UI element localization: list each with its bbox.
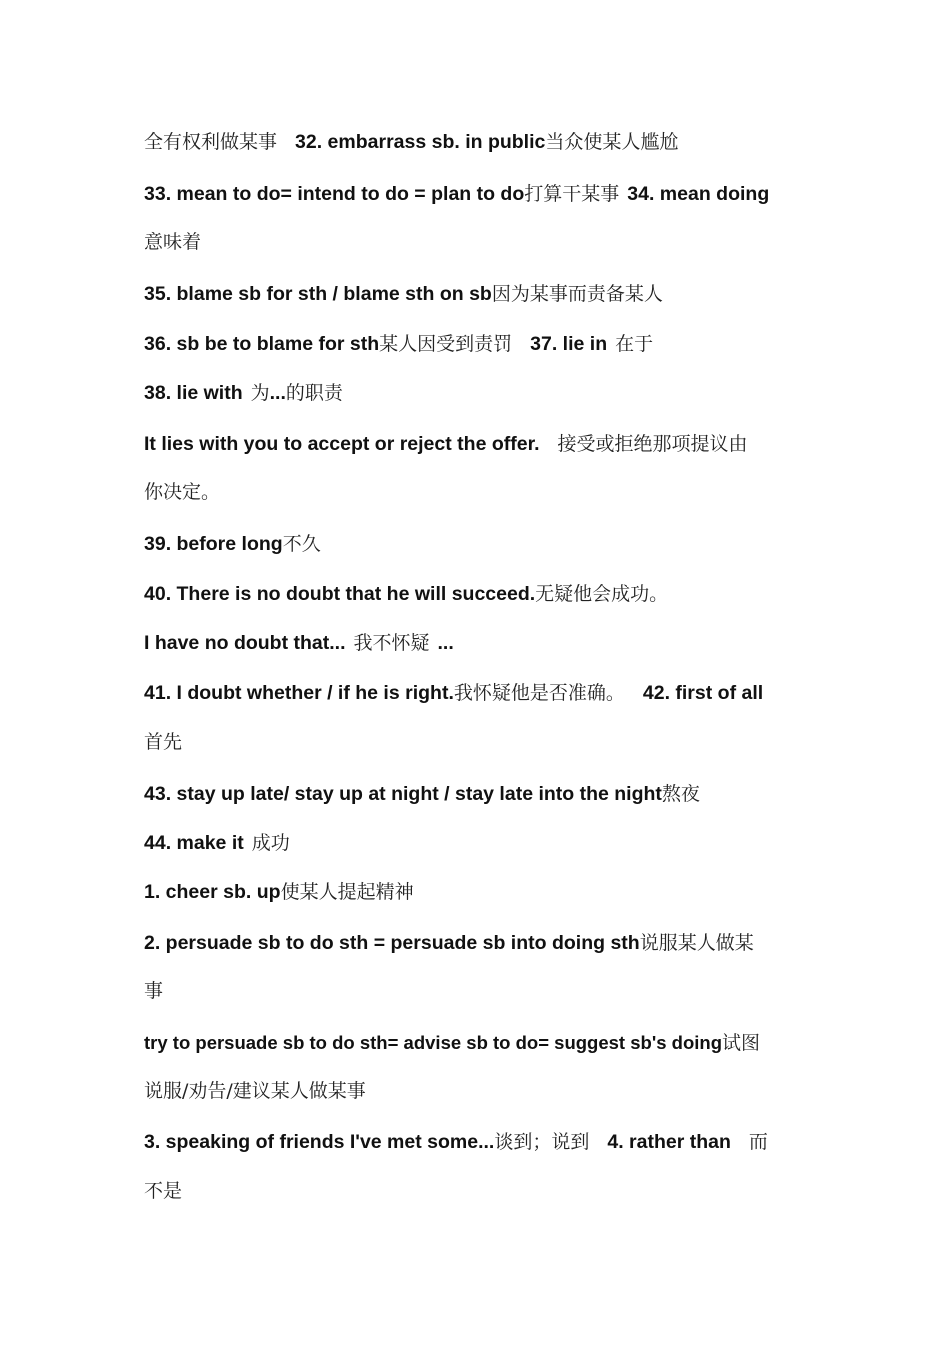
english-phrase: try to persuade sb to do sth= advise sb to do= suggest sb's doing	[144, 1032, 722, 1053]
chinese-text: 而	[748, 1131, 768, 1153]
english-phrase: 1. cheer sb. up	[144, 881, 281, 903]
text-line-12	[144, 681, 763, 705]
english-phrase: 41. I doubt whether / if he is right.	[144, 682, 454, 704]
text-line-7	[144, 432, 748, 456]
text-line-8	[144, 480, 220, 504]
english-phrase: 34. mean doing	[627, 183, 770, 205]
chinese-text: 意味着	[144, 231, 202, 253]
chinese-text: 某人因受到责罚	[379, 333, 513, 355]
english-phrase: 4. rather than	[607, 1131, 731, 1153]
text-line-16	[144, 880, 414, 904]
english-phrase: 2. persuade sb to do sth = persuade sb into doing sth	[144, 932, 640, 954]
english-phrase: 35. blame sb for sth / blame sth on sb	[144, 283, 492, 305]
chinese-text: 试图	[722, 1032, 761, 1054]
chinese-text: 成功	[251, 832, 290, 854]
text-line-17	[144, 931, 754, 955]
chinese-text: 接受或拒绝那项提议由	[557, 433, 748, 455]
chinese-text: 打算干某事	[524, 183, 620, 205]
text-line-21	[144, 1130, 768, 1154]
english-phrase: 43. stay up late/ stay up at night / stay late into the night	[144, 783, 662, 805]
chinese-text: 我怀疑他是否准确。	[453, 682, 625, 704]
english-phrase: 37. lie in	[530, 333, 608, 355]
chinese-text: 当众使某人尴尬	[545, 131, 679, 153]
english-phrase: 42. first of all	[642, 682, 764, 704]
chinese-text: 不久	[282, 533, 321, 555]
text-line-4	[144, 282, 663, 306]
english-phrase: 32. embarrass sb. in public	[295, 131, 546, 153]
chinese-text: 为	[250, 382, 270, 404]
text-line-14	[144, 782, 700, 806]
chinese-text: 使某人提起精神	[280, 881, 414, 903]
chinese-text: 说服/劝告/建议某人做某事	[144, 1080, 366, 1102]
chinese-text: 事	[144, 980, 164, 1002]
text-line-18	[144, 979, 163, 1003]
chinese-text: 无疑他会成功。	[535, 583, 669, 605]
chinese-text: 的职责	[285, 382, 343, 404]
english-phrase: It lies with you to accept or reject the offer.	[144, 433, 540, 455]
chinese-text: 你决定。	[144, 481, 221, 503]
text-line-15	[144, 831, 290, 855]
chinese-text: 熬夜	[661, 783, 700, 805]
chinese-text: 谈到；说到	[494, 1131, 590, 1153]
text-line-6	[144, 381, 343, 405]
text-line-9	[144, 532, 321, 556]
text-line-11	[144, 631, 454, 655]
text-line-2	[144, 182, 769, 206]
text-line-22	[144, 1179, 182, 1203]
english-phrase: ...	[437, 632, 454, 654]
chinese-text: 首先	[144, 731, 183, 753]
english-phrase: 44. make it	[144, 832, 244, 854]
text-line-3	[144, 230, 201, 254]
chinese-text: 全有权利做某事	[144, 131, 278, 153]
english-phrase: 40. There is no doubt that he will succeed.	[144, 583, 536, 605]
chinese-text: 在于	[615, 333, 654, 355]
text-line-1	[144, 130, 678, 154]
text-line-19	[144, 1031, 760, 1055]
chinese-text: 我不怀疑	[353, 632, 430, 654]
text-line-13	[144, 730, 182, 754]
text-line-10	[144, 582, 668, 606]
text-line-20	[144, 1079, 366, 1103]
english-phrase: 38. lie with	[144, 382, 243, 404]
english-phrase: I have no doubt that...	[144, 632, 346, 654]
english-phrase: 36. sb be to blame for sth	[144, 333, 380, 355]
english-phrase: 39. before long	[144, 533, 283, 555]
english-phrase: 33. mean to do= intend to do = plan to do	[144, 183, 525, 205]
english-phrase: 3. speaking of friends I've met some...	[144, 1131, 495, 1153]
chinese-text: 因为某事而责备某人	[491, 283, 663, 305]
chinese-text: 不是	[144, 1180, 183, 1202]
chinese-text: 说服某人做某	[639, 932, 754, 954]
english-phrase: ...	[269, 382, 286, 404]
text-line-5	[144, 332, 653, 356]
